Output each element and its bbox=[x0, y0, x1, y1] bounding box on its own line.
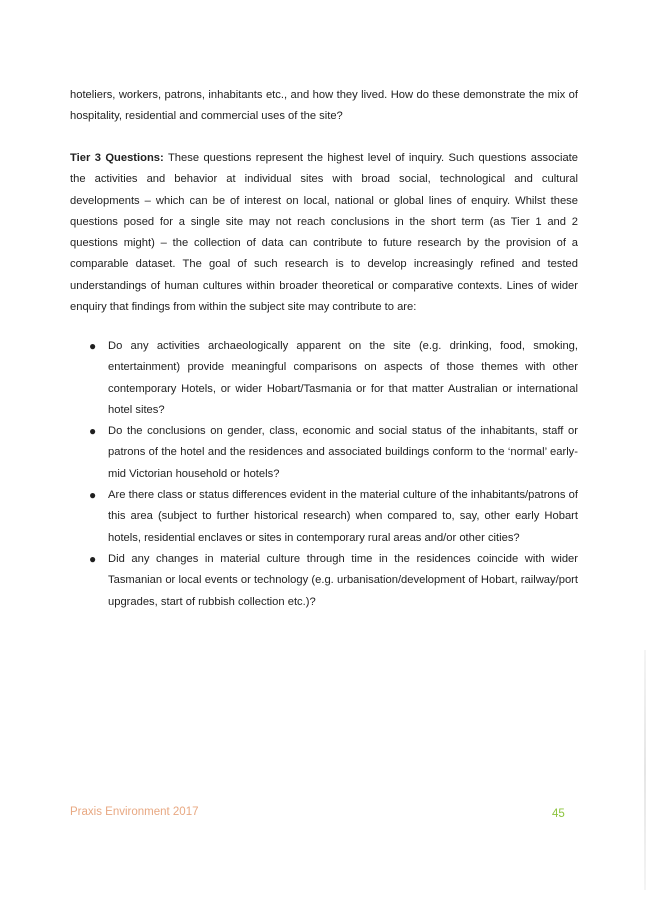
tier-3-heading: Tier 3 Questions: bbox=[70, 152, 164, 164]
list-item bbox=[70, 485, 578, 549]
list-item-text: Do the conclusions on gender, class, economic and social status of the inhabitants, staff or patrons of the hotel and the residences and associated buildings conform to the ‘normal’ early-mid Victorian household or hotels? bbox=[108, 425, 578, 480]
footer-company: Praxis Environment 2017 bbox=[70, 806, 199, 818]
bullet-icon: ● bbox=[89, 488, 97, 503]
paragraph-hoteliers: hoteliers, workers, patrons, inhabitants etc., and how they lived. How do these demonstrate the mix of hospitality, residential and commercial uses of the site? bbox=[70, 89, 578, 123]
paragraph-tier-3 bbox=[70, 148, 578, 318]
list-item bbox=[70, 336, 578, 421]
tier-3-body: These questions represent the highest level of inquiry. Such questions associate the activities and behavior at individual sites with broad social, technological and cultural developments – which can be of interest on local, national or global lines of enquiry. Whilst these questions posed for a single site may not reach conclusions in the short term (as Tier 1 and 2 questions might) – the collection of data can contribute to future research by the provision of a comparable dataset. The goal of such research is to develop increasingly refined and tested understandings of human cultures within broader theoretical or comparative contexts. Lines of wider enquiry that findings from within the subject site may contribute to are: bbox=[70, 152, 579, 314]
bullet-icon: ● bbox=[89, 551, 97, 566]
bullet-icon: ● bbox=[89, 339, 97, 353]
list-item bbox=[70, 421, 578, 485]
page-number: 45 bbox=[552, 808, 565, 820]
list-item-text: Did any changes in material culture through time in the residences coincide with wider Tasmanian or local events or technology (e.g. urbanisation/development of Hobart, railway/port upgrades, start of rubbish collection etc.)? bbox=[108, 552, 578, 608]
question-list bbox=[70, 336, 578, 613]
list-item bbox=[70, 549, 578, 613]
list-item-text: Do any activities archaeologically apparent on the site (e.g. drinking, food, smoking, entertainment) provide meaningful comparisons on aspects of those themes with other contemporary Hotels, or wider Hobart/Tasmania or for that matter Australian or international hotel sites? bbox=[108, 340, 578, 416]
bullet-icon: ● bbox=[89, 424, 97, 439]
list-item-text: Are there class or status differences evident in the material culture of the inhabitants/patrons of this area (subject to further historical research) when compared to, say, other early Hobart hotels, residential enclaves or sites in contemporary rural areas and/or other cities? bbox=[108, 489, 578, 544]
